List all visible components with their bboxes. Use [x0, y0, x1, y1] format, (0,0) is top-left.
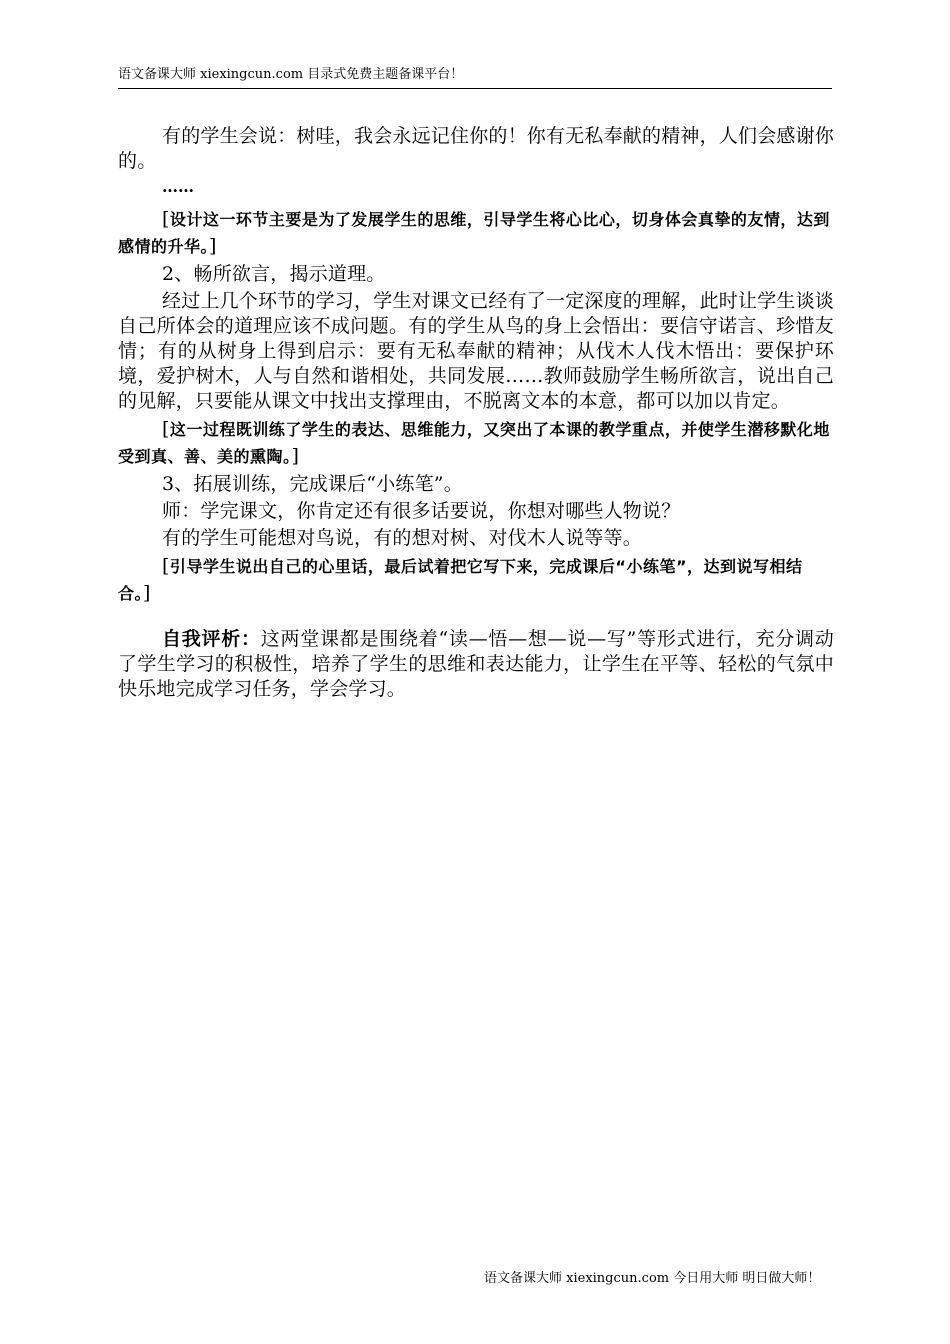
note-text: 设计这一环节主要是为了发展学生的思维，引导学生将心比心，切身体会真挚的友情，达到感情的升华。	[118, 210, 830, 256]
document-body	[118, 124, 834, 704]
design-note-2	[118, 416, 834, 470]
design-note-3	[118, 553, 834, 607]
note-text: 这一过程既训练了学生的表达、思维能力，又突出了本课的教学重点，并使学生潜移默化地受到真、善、美的熏陶。	[118, 420, 830, 466]
header-text: 语文备课大师 xiexingcun.com 目录式免费主题备课平台！	[118, 67, 464, 82]
note-bracket-open: [	[162, 208, 170, 230]
note-text: 引导学生说出自己的心里话，最后试着把它写下来，完成课后“小练笔”，达到说写相结合。	[118, 557, 803, 603]
section-heading-2: 2、畅所欲言，揭示道理。	[162, 263, 386, 285]
note-bracket-close: ]	[209, 235, 217, 257]
paragraph-student-reply: 有的学生会说：树哇，我会永远记住你的！你有无私奉献的精神，人们会感谢你的。	[118, 125, 835, 172]
design-note-1	[118, 206, 834, 260]
page-header	[118, 66, 832, 89]
paragraph-reasoning: 经过上几个环节的学习，学生对课文已经有了一定深度的理解，此时让学生谈谈自己所体会的道理应该不成问题。有的学生从鸟的身上会悟出：要信守诺言、珍惜友情；有的从树身上得到启示：要有无私奉献的精神；从伐木人伐木悟出：要保护环境，爱护树木，人与自然和谐相处，共同发展……教师鼓励学生畅所欲言，说出自己的见解，只要能从课文中找出支撑理由，不脱离文本的本意，都可以加以肯定。	[118, 290, 835, 412]
footer-text: 语文备课大师 xiexingcun.com 今日用大师 明日做大师！	[484, 1271, 821, 1286]
self-evaluation-text: 这两堂课都是围绕着“读—悟—想—说—写”等形式进行，充分调动了学生学习的积极性，培养了学生的思维和表达能力，让学生在平等、轻松的气氛中快乐地完成学习任务，学会学习。	[118, 628, 834, 700]
ellipsis: ……	[162, 177, 194, 196]
section-heading-3: 3、拓展训练，完成课后“小练笔”。	[162, 473, 463, 495]
page-footer	[484, 1270, 844, 1288]
self-evaluation	[118, 627, 834, 702]
paragraph-teacher: 师：学完课文，你肯定还有很多话要说，你想对哪些人物说？	[162, 500, 681, 522]
note-bracket-open: [	[162, 555, 170, 577]
note-bracket-close: ]	[291, 445, 300, 467]
paragraph-students: 有的学生可能想对鸟说，有的想对树、对伐木人说等等。	[162, 527, 643, 549]
spacer	[118, 609, 834, 627]
self-evaluation-label: 自我评析：	[162, 628, 261, 650]
note-bracket-open: [	[162, 418, 170, 440]
note-bracket-close: ]	[143, 582, 151, 604]
